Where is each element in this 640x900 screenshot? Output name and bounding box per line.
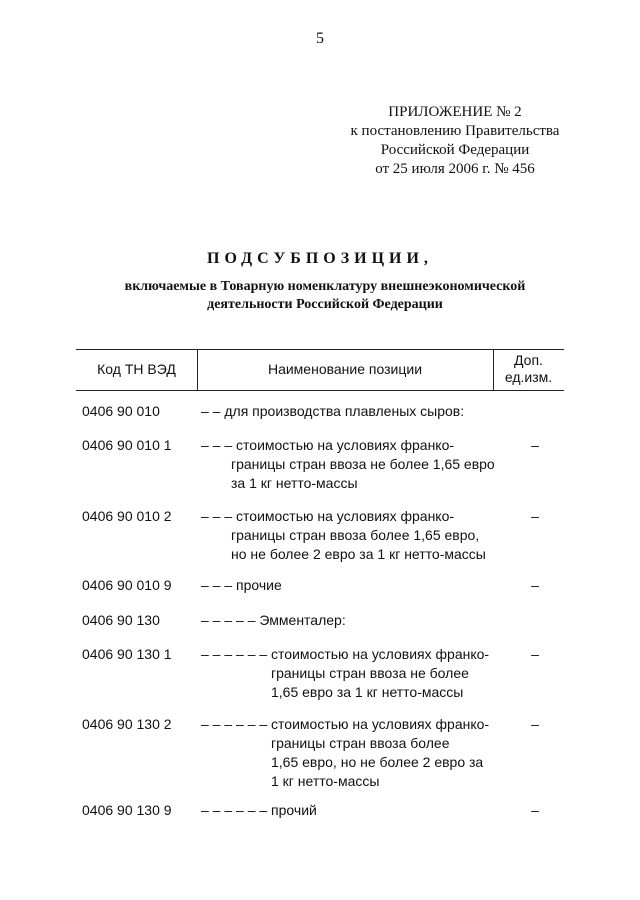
row-name-line: – – – – – Эмменталер: [201,612,346,628]
row-code: 0406 90 130 1 [82,646,172,662]
header-code: Код ТН ВЭД [97,361,176,377]
row-name-line: за 1 кг нетто-массы [231,475,358,491]
row-unit: – [531,802,539,818]
row-name-line: – – – – – – стоимостью на условиях франко- [201,716,490,732]
row-unit: – [531,577,539,593]
header-unit-line: Доп. [514,352,543,368]
row-name-line: – – – – – – стоимостью на условиях франко- [201,646,490,662]
row-code: 0406 90 010 1 [82,437,172,453]
appendix-line: Российской Федерации [380,142,530,158]
row-name-line: границы стран ввоза более 1,65 евро, [231,527,480,543]
row-name-line: границы стран ввоза не более 1,65 евро [231,456,495,472]
header-name: Наименование позиции [267,361,423,377]
appendix-line: к постановлению Правительства [350,123,560,139]
appendix-date: от 25 июля 2006 г. № 456 [375,161,535,177]
row-code: 0406 90 010 [82,403,160,419]
row-unit: – [531,646,539,662]
page-number: 5 [316,30,324,47]
row-name-line: границы стран ввоза более [271,735,450,751]
row-code: 0406 90 130 9 [82,802,172,818]
row-code: 0406 90 130 [82,612,160,628]
row-name [201,645,489,702]
row-name-line: – – – прочие [201,577,282,593]
row-name-line: но не более 2 евро за 1 кг нетто-массы [231,546,486,562]
row-name-line: – – – стоимостью на условиях франко- [201,508,455,524]
appendix-title: ПРИЛОЖЕНИЕ № 2 [388,104,522,120]
header-unit-line: ед.изм. [504,369,553,385]
header-unit [493,352,564,386]
appendix-block [330,103,580,179]
row-name-line: – – – стоимостью на условиях франко- [201,437,455,453]
row-unit: – [531,508,539,524]
row-name [201,801,317,820]
row-name-line: 1,65 евро за 1 кг нетто-массы [271,684,464,700]
row-name [201,715,489,791]
table-top-rule [76,349,564,350]
row-unit: – [531,716,539,732]
row-name [201,402,464,421]
row-unit: – [531,437,539,453]
row-name [201,507,486,564]
subtitle-line: деятельности Российской Федерации [207,297,443,312]
document-title: ПОДСУБПОЗИЦИИ, [207,250,433,267]
row-code: 0406 90 130 2 [82,716,172,732]
row-name-line: – – – – – – прочий [201,802,317,818]
row-name-line: – – для производства плавленых сыров: [201,403,465,419]
row-name-line: 1 кг нетто-массы [271,773,380,789]
table-header-bottom-rule [76,390,564,391]
row-code: 0406 90 010 2 [82,508,172,524]
row-name-line: границы стран ввоза не более [271,665,469,681]
row-code: 0406 90 010 9 [82,577,172,593]
row-name-line: 1,65 евро, но не более 2 евро за [271,754,484,770]
row-name [201,436,495,493]
row-name [201,611,346,630]
document-subtitle [100,278,550,314]
row-name [201,576,282,595]
subtitle-line: включаемые в Товарную номенклатуру внешнеэкономической [124,279,526,294]
